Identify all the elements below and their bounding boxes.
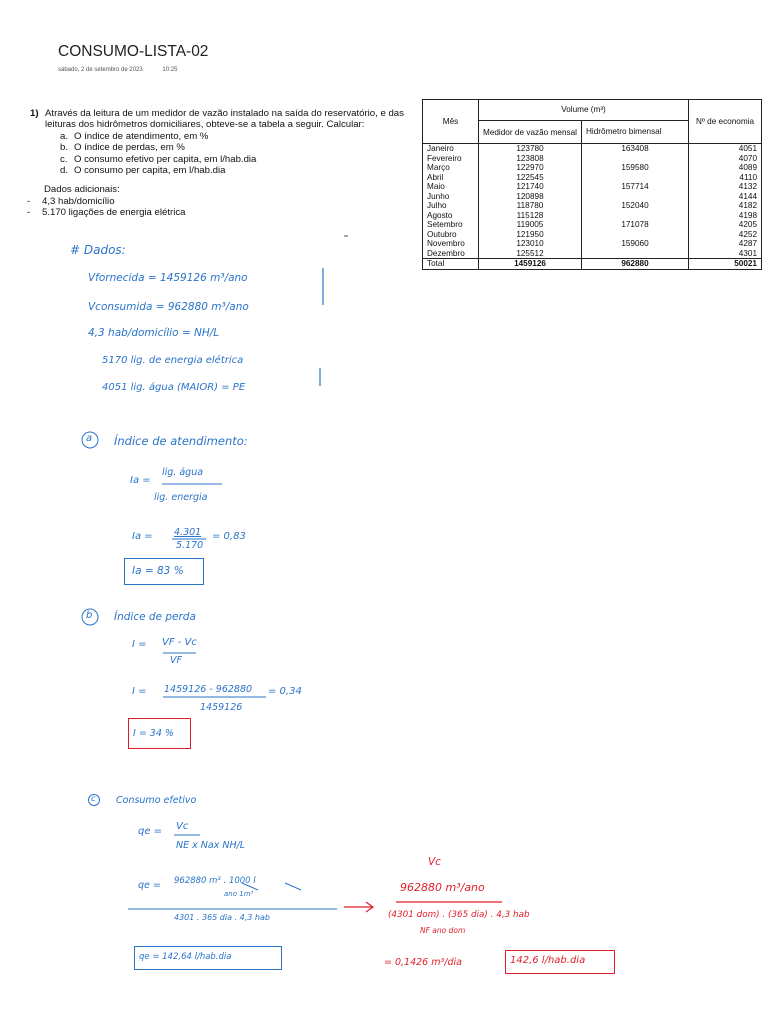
- table-cell: 1459126: [479, 259, 582, 270]
- table-cell: 4144: [689, 192, 762, 202]
- table-cell: Dezembro: [423, 249, 479, 259]
- table-cell: 122545: [479, 173, 582, 183]
- table-cell: 125512: [479, 249, 582, 259]
- table-cell: 121740: [479, 182, 582, 192]
- header-volume: Volume (m³): [479, 100, 689, 121]
- header-economies: Nº de economia: [689, 100, 762, 144]
- table-cell: 123808: [479, 154, 582, 164]
- table-cell: 4287: [689, 239, 762, 249]
- question-number: 1): [30, 108, 39, 119]
- header-meter: Medidor de vazão mensal: [479, 121, 582, 144]
- table-cell: 962880: [582, 259, 689, 270]
- calc-denominator: 1459126: [200, 702, 243, 713]
- question-item: a. O índice de atendimento, em %: [60, 130, 209, 142]
- table-cell: 4132: [689, 182, 762, 192]
- section-c-heading: Consumo efetivo: [116, 795, 197, 806]
- table-cell: 4110: [689, 173, 762, 183]
- additional-item: - 4,3 hab/domicílio: [30, 196, 185, 208]
- question-item: b. O índice de perdas, em %: [60, 142, 185, 154]
- dados-heading: # Dados:: [70, 243, 126, 257]
- table-cell: 122970: [479, 163, 582, 173]
- table-cell: 120898: [479, 192, 582, 202]
- table-cell: 50021: [689, 259, 762, 270]
- table-cell: 4070: [689, 154, 762, 164]
- table-cell: 163408: [582, 144, 689, 154]
- formula-lhs: Ia =: [130, 475, 151, 486]
- table-cell: 118780: [479, 201, 582, 211]
- calc-units: ano 1m³: [224, 890, 254, 898]
- table-cell: Abril: [423, 173, 479, 183]
- calc-denominator: 5.170: [176, 540, 204, 551]
- dados-line: Vconsumida = 962880 m³/ano: [88, 301, 249, 313]
- table-cell: 171078: [582, 220, 689, 230]
- page-title: CONSUMO-LISTA-02: [58, 43, 209, 60]
- additional-item: - 5.170 ligações de energia elétrica: [30, 207, 185, 219]
- question-text: Através da leitura de um medidor de vazão instalado na saída do reservatório, e das leituras dos hidrômetros domiciliares, obteve-se a tabela a seguir. Calcular:: [45, 108, 404, 131]
- calc-result: = 0,34: [268, 686, 302, 697]
- calc-result: = 0,83: [212, 531, 246, 542]
- table-cell: 4252: [689, 230, 762, 240]
- formula-lhs: qe =: [138, 826, 163, 837]
- result-b: I = 34 %: [133, 728, 174, 739]
- red-denominator-units: NF ano dom: [420, 926, 466, 935]
- calc-numerator: 1459126 - 962880: [164, 684, 253, 695]
- arrow-icon: [344, 902, 373, 912]
- section-a-heading: Índice de atendimento:: [114, 434, 248, 448]
- formula-numerator: lig. água: [162, 467, 204, 478]
- table-cell: Julho: [423, 201, 479, 211]
- table-cell: Total: [423, 259, 479, 270]
- table-cell: Junho: [423, 192, 479, 202]
- red-numerator: 962880 m³/ano: [400, 881, 485, 894]
- dados-line: 4051 lig. água (MAIOR) = PE: [102, 382, 246, 393]
- note-time: 10:25: [162, 67, 178, 73]
- section-b-heading: Índice de perda: [114, 611, 196, 623]
- table-cell: 159580: [582, 163, 689, 173]
- table-cell: Outubro: [423, 230, 479, 240]
- table-cell: 4205: [689, 220, 762, 230]
- formula-numerator: VF - Vc: [162, 637, 197, 648]
- table-cell: Março: [423, 163, 479, 173]
- note-date: sábado, 2 de setembro de 2023: [58, 67, 143, 73]
- question-item: d. O consumo per capita, em l/hab.dia: [60, 165, 226, 177]
- table-cell: 115128: [479, 211, 582, 221]
- item-label-a: a: [86, 433, 93, 444]
- table-cell: 4089: [689, 163, 762, 173]
- question-item: c. O consumo efetivo per capita, em l/hab.dia: [60, 153, 257, 165]
- formula-denominator: lig. energia: [154, 492, 208, 503]
- result-a: Ia = 83 %: [132, 565, 184, 577]
- dados-line: 4,3 hab/domicílio = NH/L: [88, 327, 220, 339]
- table-cell: 123780: [479, 144, 582, 154]
- calc-lhs: I =: [132, 686, 147, 697]
- dados-line: 5170 lig. de energia elétrica: [102, 355, 244, 366]
- red-vc: Vc: [428, 856, 441, 868]
- table-cell: 4051: [689, 144, 762, 154]
- formula-denominator: NE x Nax NH/L: [176, 840, 246, 851]
- header-month: Mês: [423, 100, 479, 144]
- additional-title: Dados adicionais:: [44, 184, 120, 195]
- table-cell: 4301: [689, 249, 762, 259]
- formula-denominator: VF: [170, 655, 182, 666]
- table-cell: Setembro: [423, 220, 479, 230]
- table-cell: 121950: [479, 230, 582, 240]
- formula-lhs: I =: [132, 639, 147, 650]
- table-cell: Janeiro: [423, 144, 479, 154]
- table-cell: 152040: [582, 201, 689, 211]
- calc-lhs: qe =: [138, 880, 161, 891]
- table-cell: 159060: [582, 239, 689, 249]
- table-cell: 4198: [689, 211, 762, 221]
- table-cell: 4182: [689, 201, 762, 211]
- table-cell: 157714: [582, 182, 689, 192]
- calc-denominator: 4301 . 365 dia . 4,3 hab: [174, 913, 270, 922]
- dados-line: Vfornecida = 1459126 m³/ano: [88, 272, 248, 284]
- calc-numerator: 962880 m³ . 1000 l: [174, 876, 256, 886]
- red-result: = 0,1426 m³/dia: [384, 957, 462, 968]
- table-cell: Maio: [423, 182, 479, 192]
- item-label-c: c: [91, 794, 96, 803]
- red-denominator: (4301 dom) . (365 dia) . 4,3 hab: [388, 910, 530, 920]
- calc-numerator: 4.301: [174, 527, 202, 538]
- header-hydrometer: Hidrômetro bimensal: [582, 121, 689, 144]
- table-cell: Novembro: [423, 239, 479, 249]
- red-final: 142,6 l/hab.dia: [510, 955, 586, 966]
- result-c: qe = 142,64 l/hab.dia: [139, 952, 232, 962]
- table-cell: 119005: [479, 220, 582, 230]
- table-cell: Fevereiro: [423, 154, 479, 164]
- calc-lhs: Ia =: [132, 531, 153, 542]
- table-cell: 123010: [479, 239, 582, 249]
- cancel-mark: [285, 883, 301, 890]
- table-cell: Agosto: [423, 211, 479, 221]
- formula-numerator: Vc: [176, 821, 189, 832]
- item-label-b: b: [86, 610, 93, 621]
